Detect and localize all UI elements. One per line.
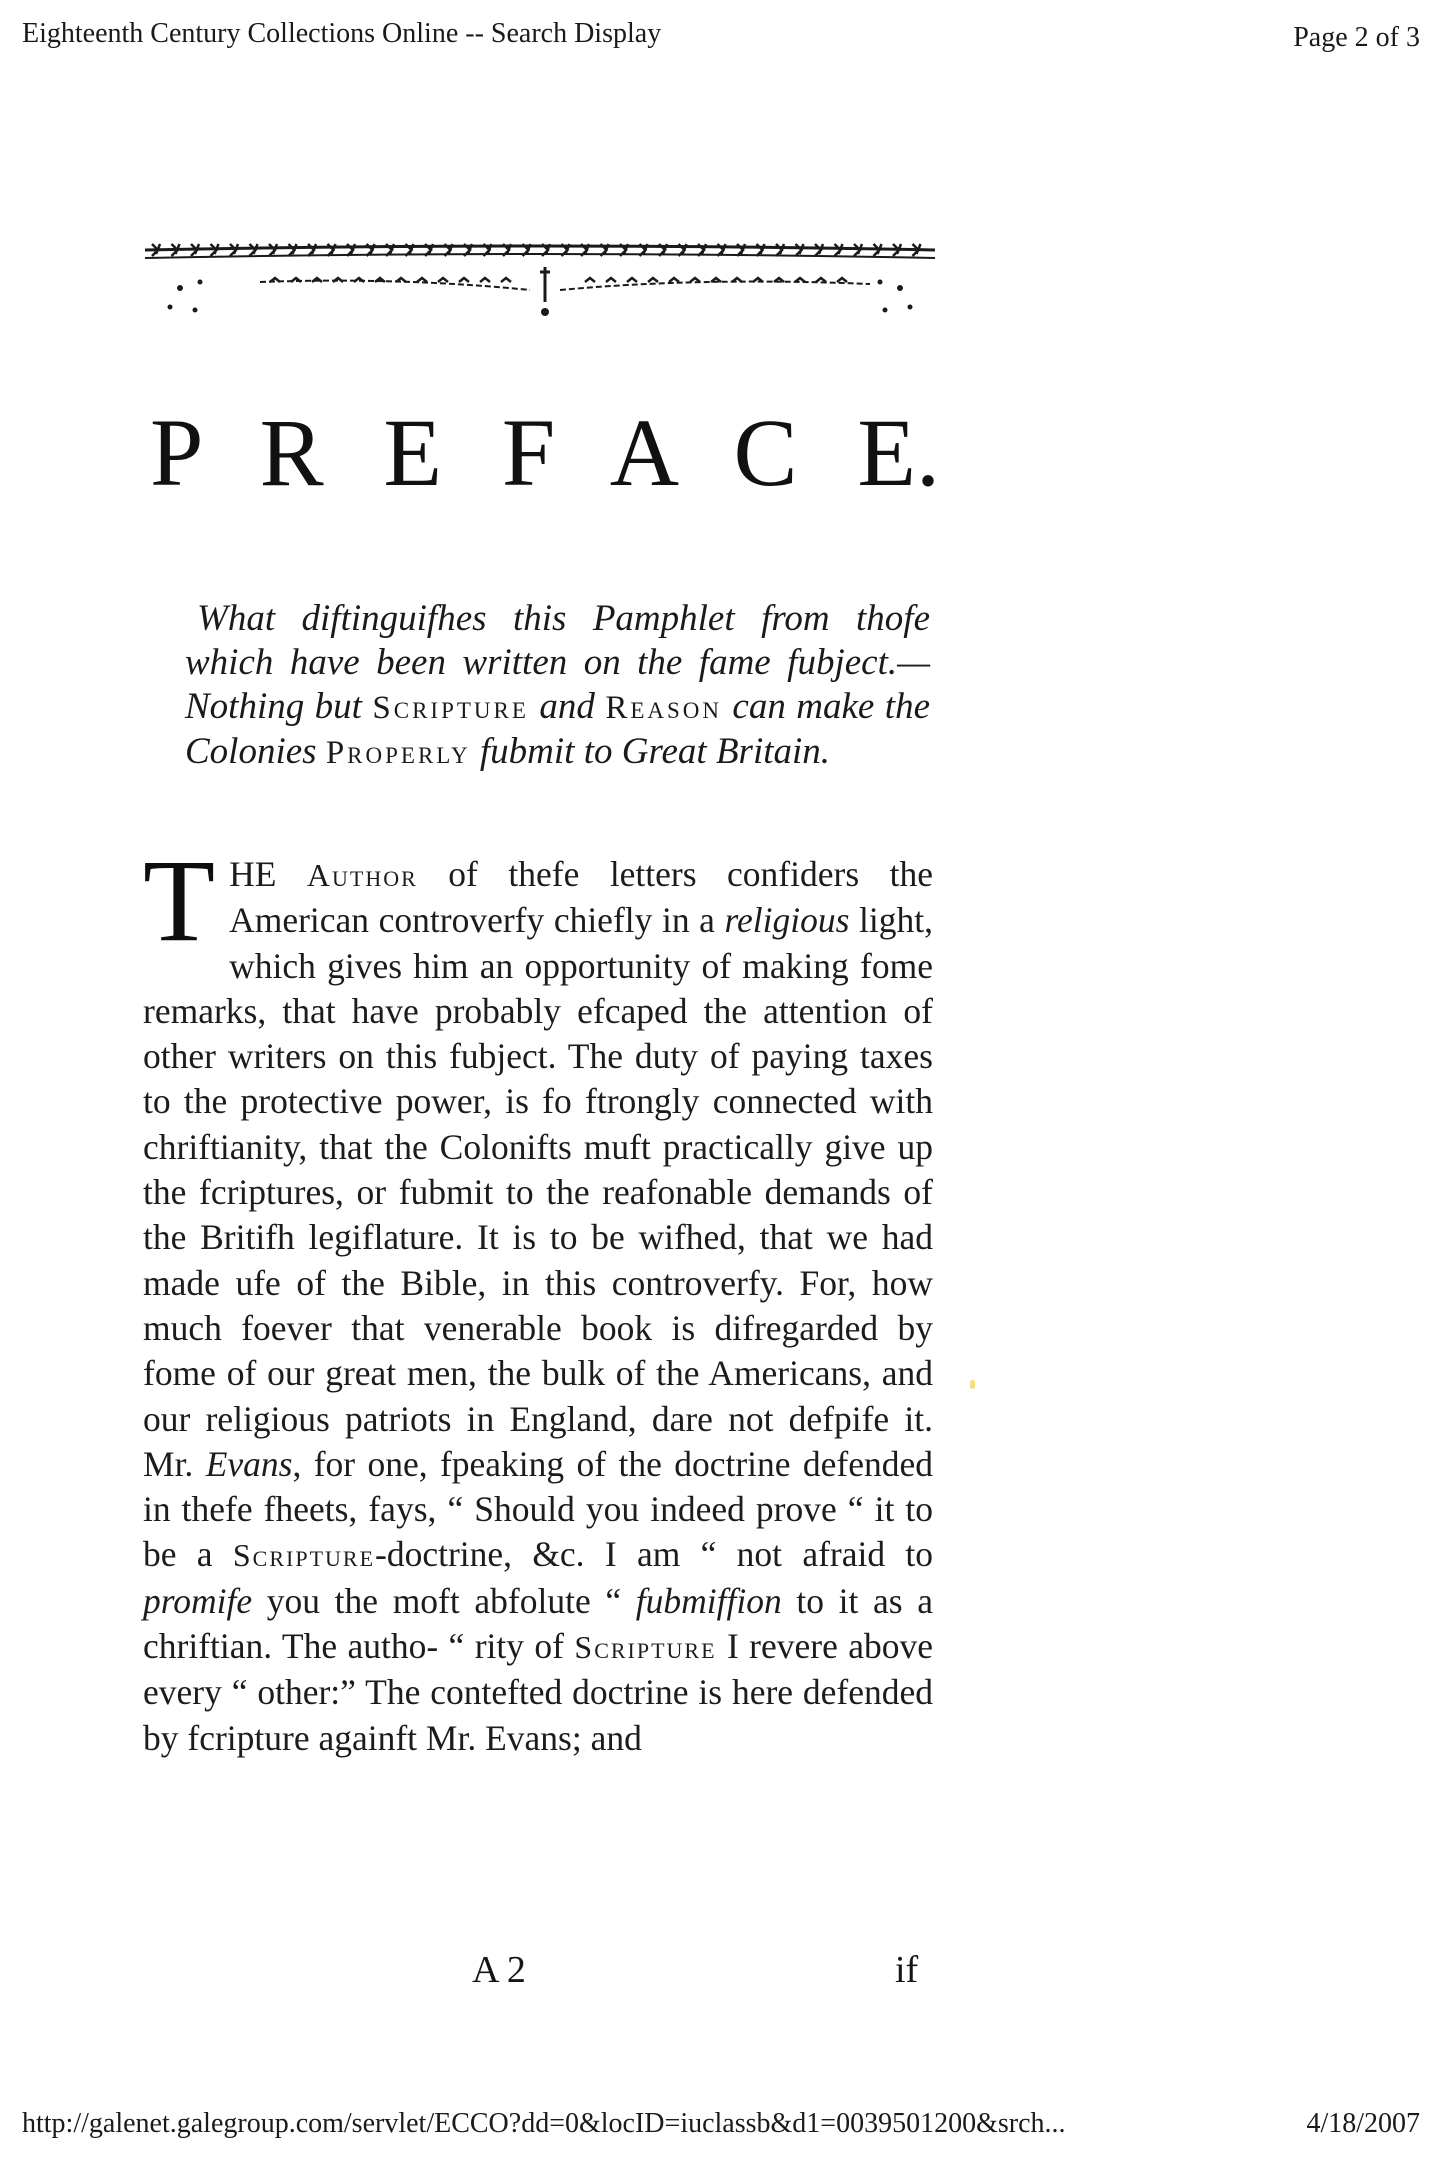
printers-ornament — [140, 222, 940, 322]
body-text: I revere above every “ other:” The contefted doctrine is here defended by fcripture againft Mr. Evans; and — [143, 1626, 933, 1758]
body-italic: religious — [724, 900, 850, 941]
body-text: to it as a chriftian. The autho- “ rity of — [143, 1580, 933, 1667]
print-date: 4/18/2007 — [1306, 2108, 1420, 2139]
body-italic: fubmiffion — [635, 1580, 782, 1621]
summary-smallcaps: Properly — [325, 735, 471, 771]
section-title: P R E F A C E. — [150, 399, 940, 506]
body-text: of thefe letters confiders the American controverfy chiefly in a — [229, 854, 934, 941]
summary-text: What diftinguifhes this Pamphlet from thofe which have been written on the fame fubject.—Nothing but — [185, 598, 930, 727]
body-text: , for one, fpeaking of the doctrine defended in thefe fheets, fays, “ Should you indeed prove “ it to be a — [143, 1443, 933, 1575]
signature-mark: A 2 — [472, 1949, 526, 1991]
body-italic: Evans — [205, 1443, 293, 1484]
drop-cap: T — [143, 835, 216, 966]
body-text: HE — [229, 854, 307, 894]
source-url[interactable]: http://galenet.galegroup.com/servlet/ECCO?dd=0&locID=iuclassb&d1=0039501200&srch... — [22, 2108, 1066, 2139]
summary-smallcaps: Reason — [605, 690, 722, 726]
body-text: -doctrine, &c. I am “ not afraid to — [375, 1534, 934, 1575]
summary-text: and — [528, 686, 606, 727]
body-smallcaps: Scripture — [232, 1537, 376, 1574]
summary-text: can make the Colonies — [185, 686, 930, 772]
chapter-summary — [185, 597, 930, 775]
catchword: if — [895, 1949, 919, 1991]
paper-speck — [970, 1380, 975, 1389]
body-smallcaps: Scripture — [574, 1629, 717, 1666]
body-smallcaps: Author — [306, 857, 418, 893]
page-number: Page 2 of 3 — [1293, 22, 1420, 53]
summary-text: fubmit to Great Britain. — [470, 731, 831, 772]
summary-smallcaps: Scripture — [372, 690, 529, 726]
preface-body — [143, 835, 934, 1761]
body-text: light, which gives him an opportunity of making fome remarks, that have probably efcaped the attention of other writers on this fubject. The duty of paying taxes to the protective power, is fo ftrongly connected with chriftianity, that the Colonifts muft practically give up the fcriptures, or fubmit to the reafonable demands of the Britifh legiflature. It is to be wifhed, that we had made ufe of the Bible, in this controverfy. For, how much foever that venerable book is difregarded by fome of our great men, the bulk of the Americans, and our religious patriots in England, dare not defpife it. Mr. — [143, 900, 933, 1484]
body-italic: promife — [143, 1580, 253, 1621]
browser-print-title: Eighteenth Century Collections Online -- Search Display — [22, 18, 662, 49]
body-text: you the moft abfolute “ — [252, 1580, 636, 1621]
